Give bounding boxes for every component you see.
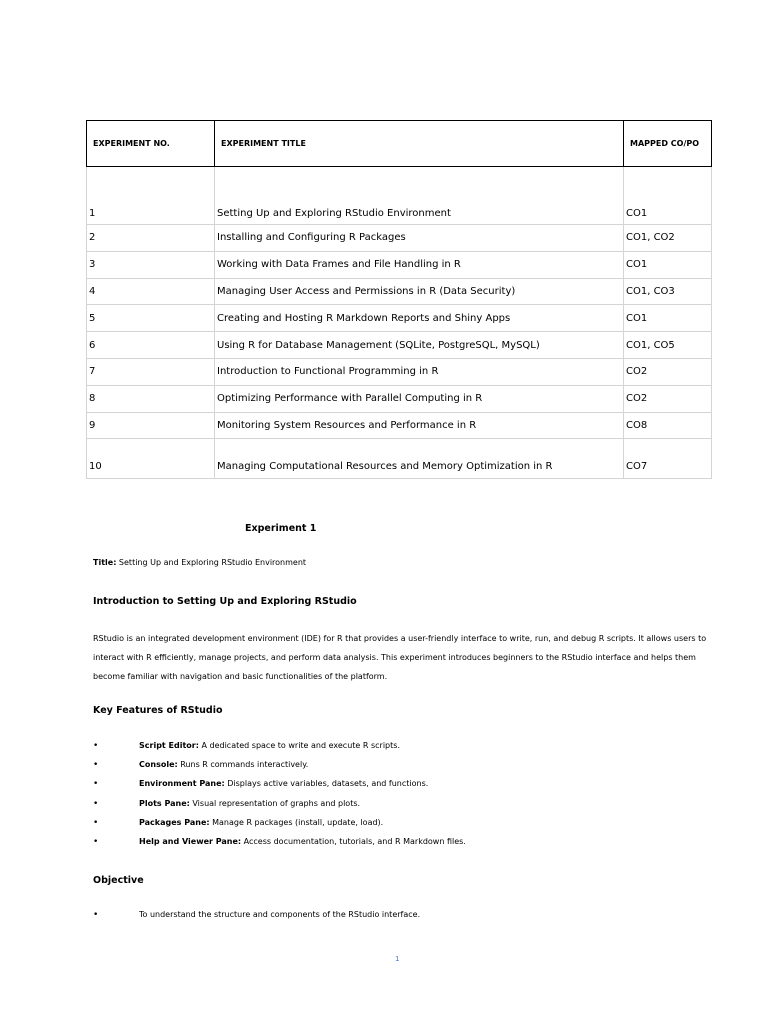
cell-experiment-no: 7 <box>87 358 215 385</box>
bullet-icon: • <box>93 779 99 790</box>
bullet-icon: • <box>93 798 99 809</box>
table-row <box>87 225 712 252</box>
cell-experiment-no: 5 <box>87 305 215 332</box>
objective-heading: Objective <box>93 875 144 886</box>
table-row <box>87 251 712 278</box>
intro-heading: Introduction to Setting Up and Exploring RStudio <box>93 596 357 607</box>
cell-mapped-co: CO2 <box>624 385 712 412</box>
header-experiment-no: EXPERIMENT NO. <box>87 121 215 167</box>
cell-experiment-title: Optimizing Performance with Parallel Computing in R <box>215 385 624 412</box>
cell-experiment-no: 4 <box>87 278 215 305</box>
feature-text: Runs R commands interactively. <box>177 760 309 770</box>
bullet-icon: • <box>93 817 99 828</box>
bullet-icon: • <box>93 741 99 751</box>
feature-label: Script Editor: <box>139 741 199 750</box>
experiment-title-line <box>93 558 306 567</box>
feature-label: Plots Pane: <box>139 798 190 808</box>
experiments-table <box>86 120 712 479</box>
header-experiment-title: EXPERIMENT TITLE <box>215 121 624 167</box>
page-number: 1 <box>395 955 400 963</box>
list-item <box>93 759 466 778</box>
table-row <box>87 385 712 412</box>
cell-mapped-co: CO1, CO5 <box>624 332 712 359</box>
cell-mapped-co: CO7 <box>624 439 712 479</box>
features-list <box>93 740 466 855</box>
cell-experiment-no: 1 <box>87 167 215 225</box>
table-header-row <box>87 121 712 167</box>
cell-experiment-title: Monitoring System Resources and Performance in R <box>215 412 624 439</box>
cell-experiment-title: Introduction to Functional Programming in R <box>215 358 624 385</box>
feature-text: Visual representation of graphs and plots. <box>189 798 361 808</box>
feature-label: Console: <box>139 760 178 770</box>
cell-mapped-co: CO1 <box>624 167 712 225</box>
table-row <box>87 305 712 332</box>
table-row <box>87 358 712 385</box>
experiment-heading: Experiment 1 <box>245 523 317 534</box>
bullet-icon: • <box>93 760 99 771</box>
cell-mapped-co: CO1, CO3 <box>624 278 712 305</box>
table-row <box>87 412 712 439</box>
list-item <box>93 778 466 797</box>
list-item <box>93 836 466 855</box>
objective-text: To understand the structure and components of the RStudio interface. <box>139 910 421 919</box>
objectives-list <box>93 909 420 928</box>
list-item <box>93 740 466 759</box>
cell-experiment-no: 3 <box>87 251 215 278</box>
cell-experiment-title: Managing Computational Resources and Memory Optimization in R <box>215 439 624 479</box>
list-item <box>93 817 466 836</box>
feature-text: Access documentation, tutorials, and R Markdown files. <box>241 836 466 846</box>
feature-label: Environment Pane: <box>139 779 225 789</box>
cell-mapped-co: CO1 <box>624 251 712 278</box>
cell-experiment-no: 9 <box>87 412 215 439</box>
features-heading: Key Features of RStudio <box>93 705 223 716</box>
table-row <box>87 278 712 305</box>
intro-paragraph: RStudio is an integrated development environment (IDE) for R that provides a user-friendly interface to write, run, and debug R scripts. It allows users to interact with R efficiently, manage projects, and perform data analysis. This experiment introduces beginners to the RStudio interface and helps them become familiar with navigation and basic functionalities of the platform. <box>93 634 707 681</box>
table-row <box>87 332 712 359</box>
feature-text: Manage R packages (install, update, load). <box>209 817 384 827</box>
feature-text: Displays active variables, datasets, and functions. <box>224 779 429 789</box>
cell-mapped-co: CO1 <box>624 305 712 332</box>
cell-experiment-title: Managing User Access and Permissions in R (Data Security) <box>215 278 624 305</box>
bullet-icon: • <box>93 836 99 847</box>
table-row <box>87 167 712 225</box>
list-item <box>93 798 466 817</box>
cell-experiment-no: 2 <box>87 225 215 252</box>
feature-label: Packages Pane: <box>139 817 210 827</box>
cell-experiment-title: Installing and Configuring R Packages <box>215 225 624 252</box>
feature-label: Help and Viewer Pane: <box>139 836 242 846</box>
cell-mapped-co: CO8 <box>624 412 712 439</box>
cell-experiment-title: Creating and Hosting R Markdown Reports and Shiny Apps <box>215 305 624 332</box>
cell-experiment-no: 10 <box>87 439 215 479</box>
feature-text: A dedicated space to write and execute R scripts. <box>198 741 400 750</box>
cell-experiment-no: 6 <box>87 332 215 359</box>
header-mapped-co-po: MAPPED CO/PO <box>624 121 712 167</box>
cell-experiment-no: 8 <box>87 385 215 412</box>
bullet-icon: • <box>93 910 99 920</box>
title-label: Title: <box>93 558 117 567</box>
title-value: Setting Up and Exploring RStudio Environment <box>116 558 307 567</box>
table-row <box>87 439 712 479</box>
list-item <box>93 909 420 928</box>
cell-experiment-title: Using R for Database Management (SQLite, PostgreSQL, MySQL) <box>215 332 624 359</box>
cell-experiment-title: Working with Data Frames and File Handling in R <box>215 251 624 278</box>
cell-mapped-co: CO2 <box>624 358 712 385</box>
cell-mapped-co: CO1, CO2 <box>624 225 712 252</box>
cell-experiment-title: Setting Up and Exploring RStudio Environment <box>215 167 624 225</box>
